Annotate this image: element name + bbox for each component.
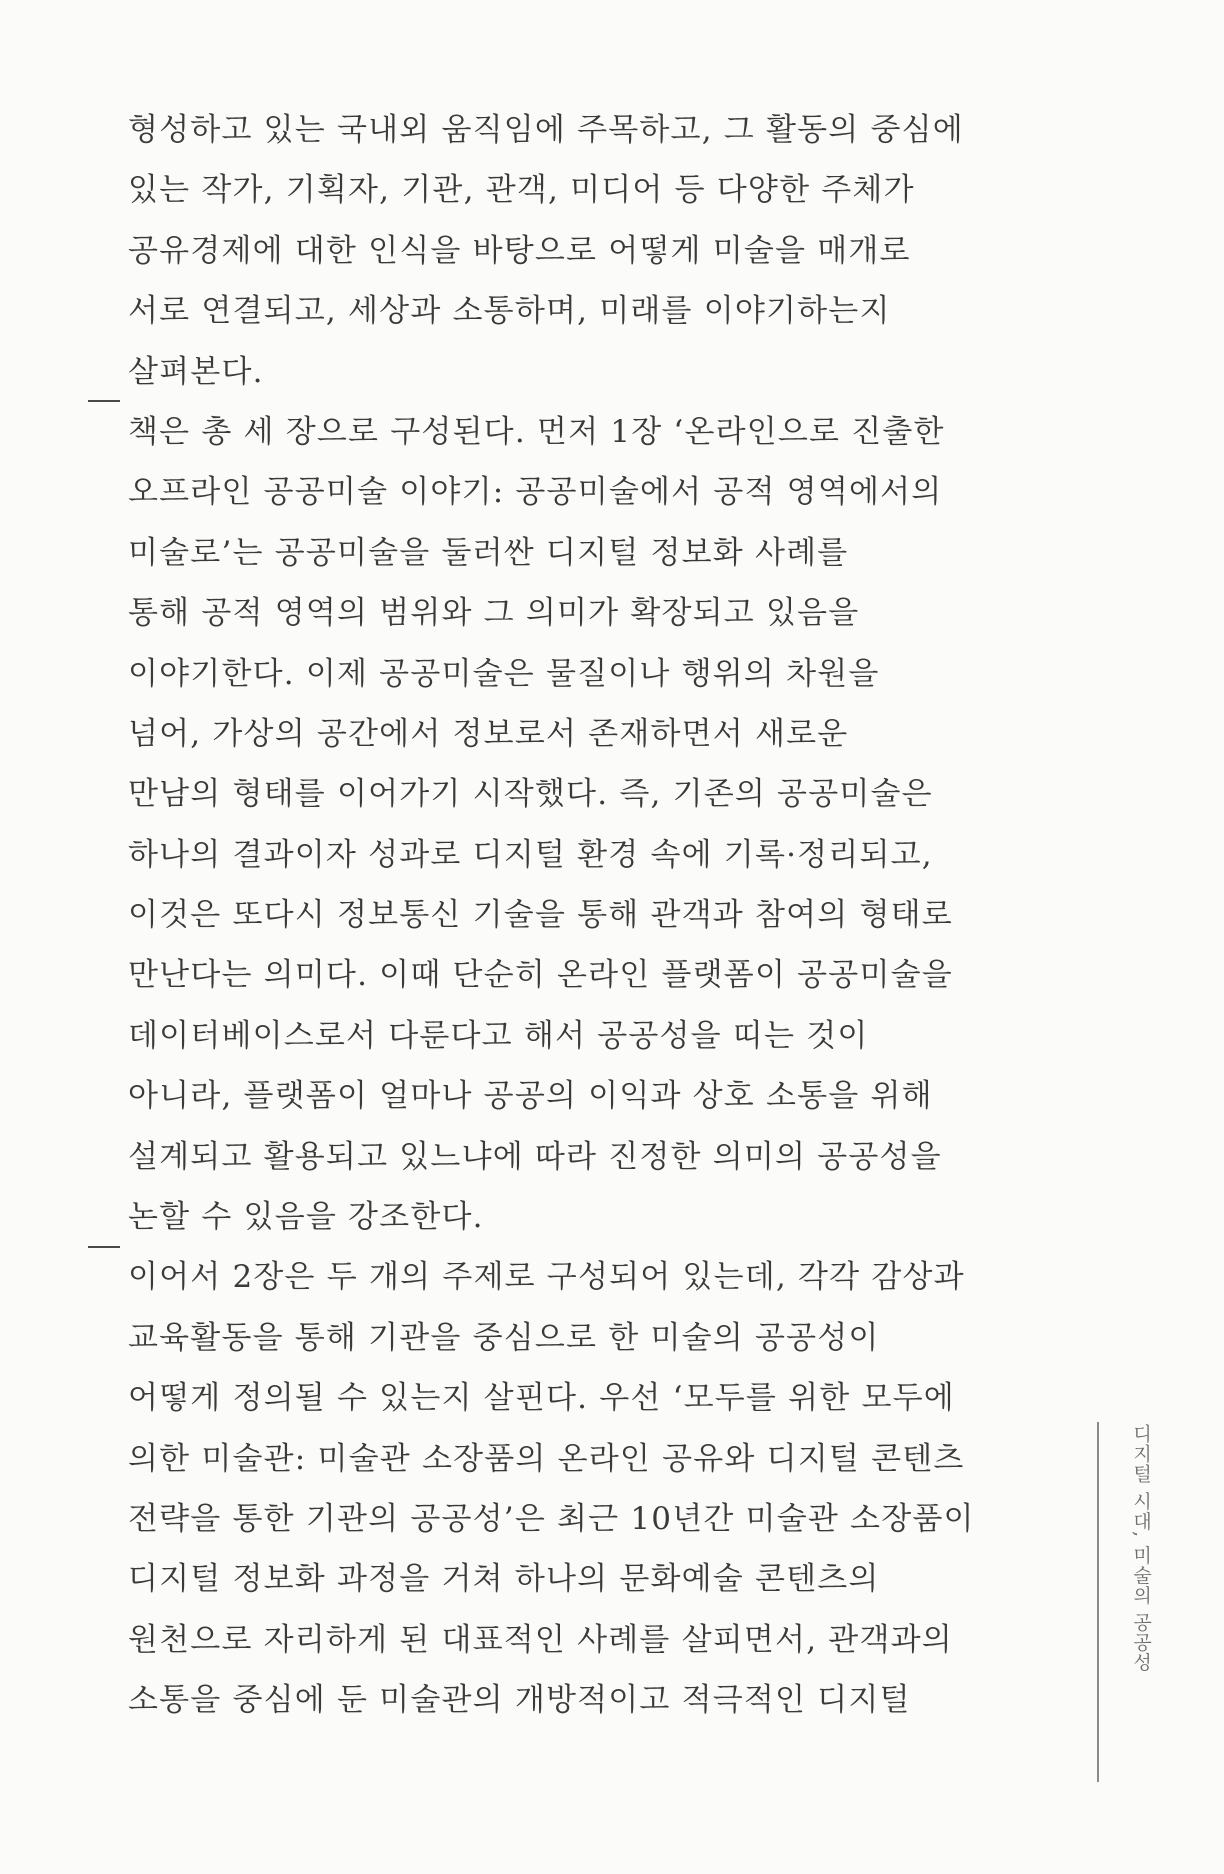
text-line: 넘어, 가상의 공간에서 정보로서 존재하면서 새로운 <box>128 715 849 752</box>
text-line: 하나의 결과이자 성과로 디지털 환경 속에 기록·정리되고, <box>128 836 933 873</box>
text-line: 의한 미술관: 미술관 소장품의 온라인 공유와 디지털 콘텐츠 <box>128 1440 965 1477</box>
text-line: 통해 공적 영역의 범위와 그 의미가 확장되고 있음을 <box>128 595 860 632</box>
running-head-rule <box>1097 1422 1099 1782</box>
text-line: 만남의 형태를 이어가기 시작했다. 즉, 기존의 공공미술은 <box>128 776 933 813</box>
text-line: 설계되고 활용되고 있느냐에 따라 진정한 의미의 공공성을 <box>128 1138 942 1175</box>
text-line: 미술로’는 공공미술을 둘러싼 디지털 정보화 사례를 <box>128 534 849 571</box>
text-line: 이어서 2장은 두 개의 주제로 구성되어 있는데, 각각 감상과 <box>128 1259 965 1296</box>
text-line: 아니라, 플랫폼이 얼마나 공공의 이익과 상호 소통을 위해 <box>128 1078 933 1115</box>
running-head-title: 디지털 시대, 미술의 공공성 <box>1130 1424 1152 1673</box>
text-line: 책은 총 세 장으로 구성된다. 먼저 1장 ‘온라인으로 진출한 <box>128 413 945 450</box>
text-line: 소통을 중심에 둔 미술관의 개방적이고 적극적인 디지털 <box>128 1682 911 1719</box>
text-line: 이것은 또다시 정보통신 기술을 통해 관객과 참여의 형태로 <box>128 897 953 934</box>
paragraph-marker <box>88 1246 120 1248</box>
text-line: 공유경제에 대한 인식을 바탕으로 어떻게 미술을 매개로 <box>128 232 911 269</box>
text-line: 교육활동을 통해 기관을 중심으로 한 미술의 공공성이 <box>128 1319 880 1356</box>
text-line: 있는 작가, 기획자, 기관, 관객, 미디어 등 다양한 주체가 <box>128 172 915 209</box>
paragraph-marker <box>88 400 120 402</box>
text-line: 서로 연결되고, 세상과 소통하며, 미래를 이야기하는지 <box>128 293 891 330</box>
text-line: 논할 수 있음을 강조한다. <box>128 1199 484 1236</box>
text-line: 전략을 통한 기관의 공공성’은 최근 10년간 미술관 소장품이 <box>128 1500 975 1537</box>
text-line: 만난다는 의미다. 이때 단순히 온라인 플랫폼이 공공미술을 <box>128 957 953 994</box>
text-line: 데이터베이스로서 다룬다고 해서 공공성을 띠는 것이 <box>128 1017 869 1054</box>
text-line: 디지털 정보화 과정을 거쳐 하나의 문화예술 콘텐츠의 <box>128 1561 880 1598</box>
text-line: 원천으로 자리하게 된 대표적인 사례를 살피면서, 관객과의 <box>128 1621 953 1658</box>
text-line: 형성하고 있는 국내외 움직임에 주목하고, 그 활동의 중심에 <box>128 112 964 148</box>
text-line: 오프라인 공공미술 이야기: 공공미술에서 공적 영역에서의 <box>128 474 943 511</box>
text-line: 살펴본다. <box>128 353 264 390</box>
text-line: 이야기한다. 이제 공공미술은 물질이나 행위의 차원을 <box>128 655 880 692</box>
body-text <box>128 100 1028 1731</box>
text-line: 어떻게 정의될 수 있는지 살핀다. 우선 ‘모두를 위한 모두에 <box>128 1380 955 1417</box>
